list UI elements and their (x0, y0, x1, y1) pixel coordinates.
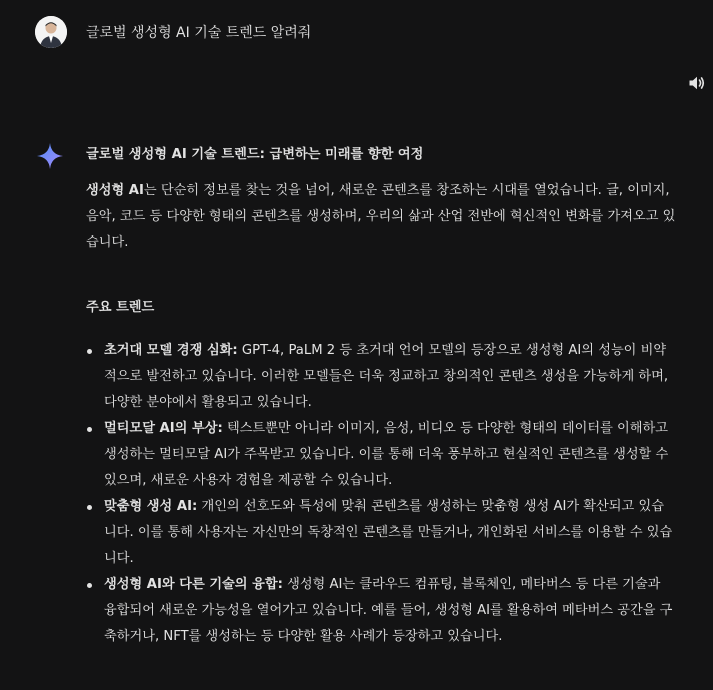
trend-list (86, 338, 676, 650)
trend-title: 생성형 AI와 다른 기술의 융합: (104, 577, 283, 592)
user-message-row (35, 16, 311, 48)
speaker-icon[interactable] (687, 73, 707, 93)
user-avatar[interactable] (35, 16, 67, 48)
response-title: 글로벌 생성형 AI 기술 트렌드: 급변하는 미래를 향한 여정 (86, 147, 424, 162)
response-intro (86, 178, 676, 256)
user-avatar-icon (35, 16, 67, 48)
trend-title: 멀티모달 AI의 부상: (104, 421, 223, 436)
trend-text: 텍스트뿐만 아니라 이미지, 음성, 비디오 등 다양한 형태의 데이터를 이해하고 생성하는 멀티모달 AI가 주목받고 있습니다. 이를 통해 더욱 풍부하고 현실적인 콘텐츠를 생성할 수 있으며, 새로운 사용자 경험을 제공할 수 있습니다. (104, 421, 669, 488)
trend-text: GPT-4, PaLM 2 등 초거대 언어 모델의 등장으로 생성형 AI의 성능이 비약적으로 발전하고 있습니다. 이러한 모델들은 더욱 정교하고 창의적인 콘텐츠 생성을 가능하게 하며, 다양한 분야에서 활용되고 있습니다. (104, 343, 669, 410)
gemini-sparkle-icon (36, 142, 64, 170)
intro-text: 는 단순히 정보를 찾는 것을 넘어, 새로운 콘텐츠를 창조하는 시대를 열었습니다. 글, 이미지, 음악, 코드 등 다양한 형태의 콘텐츠를 생성하며, 우리의 삶과 산업 전반에 혁신적인 변화를 가져오고 있습니다. (86, 183, 676, 250)
list-item (86, 572, 676, 650)
trend-text: 개인의 선호도와 특성에 맞춰 콘텐츠를 생성하는 맞춤형 생성 AI가 확산되고 있습니다. 이를 통해 사용자는 자신만의 독창적인 콘텐츠를 만들거나, 개인화된 서비스를 이용할 수 있습니다. (104, 499, 673, 566)
intro-bold-term: 생성형 AI (86, 183, 144, 198)
list-item (86, 416, 676, 494)
list-item (86, 494, 676, 572)
user-prompt-text: 글로벌 생성형 AI 기술 트렌드 알려줘 (86, 25, 312, 41)
list-item (86, 338, 676, 416)
trend-title: 초거대 모델 경쟁 심화: (104, 343, 238, 358)
assistant-response (86, 144, 676, 650)
trend-title: 맞춤형 생성 AI: (104, 499, 198, 514)
trend-text: 생성형 AI는 클라우드 컴퓨팅, 블록체인, 메타버스 등 다른 기술과 융합되어 새로운 가능성을 열어가고 있습니다. 예를 들어, 생성형 AI를 활용하여 메타버스 공간을 구축하거나, NFT를 생성하는 등 다양한 활용 사례가 등장하고 있습니다. (104, 577, 673, 644)
section-heading: 주요 트렌드 (86, 300, 155, 315)
